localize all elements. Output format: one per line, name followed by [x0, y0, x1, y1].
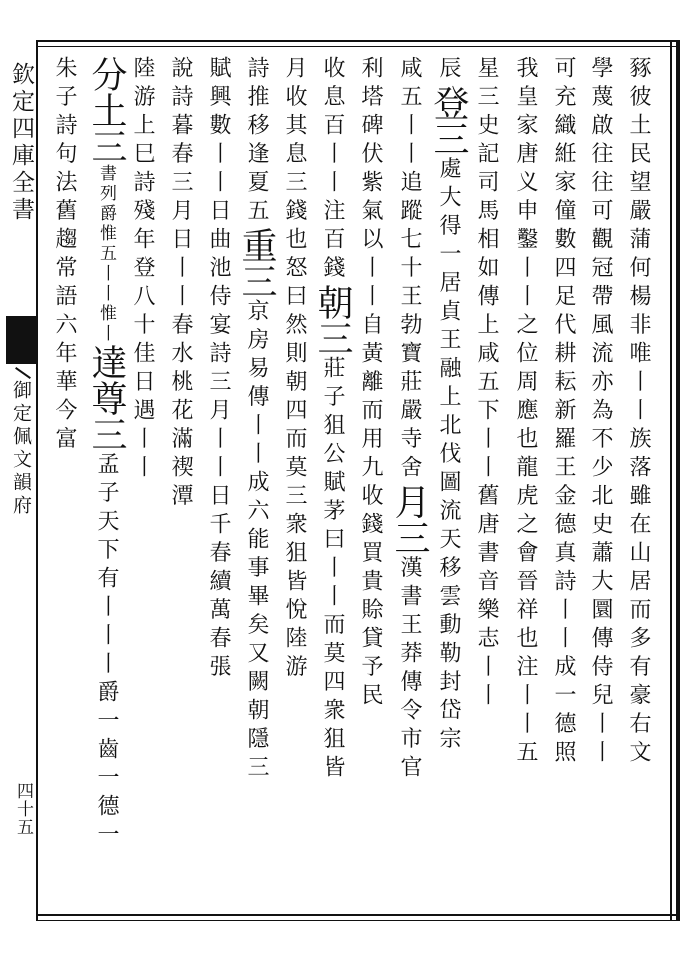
column-text: 學蔑啟往往可觀冠帶風流亦為不少北史蕭大圜傳侍兒丨丨 — [588, 56, 613, 769]
text-column-13 — [162, 56, 198, 908]
left-border — [36, 40, 38, 921]
headword: 分土三 — [86, 56, 127, 164]
column-text: 收息百丨丨注百錢 — [320, 56, 345, 284]
fishtail-mark — [6, 316, 36, 364]
text-column-6 — [428, 56, 469, 908]
text-column-12 — [200, 56, 236, 908]
text-column-7 — [389, 56, 430, 908]
text-column-9 — [312, 56, 353, 908]
column-text: 可充織絍家僮數四足代耕耘新羅王金德真詩丨丨成一德照 — [551, 56, 576, 769]
column-text: 京房易傳丨丨成六能事畢矣又闕朝隱三 — [244, 299, 269, 784]
text-column-1 — [620, 56, 656, 908]
headword: 達尊三 — [86, 344, 127, 452]
bottom-border-inner — [36, 920, 676, 921]
column-text: 利塔碑伏紫氣以丨丨自黃離而用九收錢買貴賒貸予民 — [358, 56, 383, 712]
column-text: 陸游上巳詩殘年登八十佳日遇丨丨 — [130, 56, 155, 484]
text-column-4 — [507, 56, 543, 908]
text-column-14 — [124, 56, 160, 908]
text-column-15 — [84, 56, 127, 908]
column-text: 處大得一居貞王融上北伐圖流天移雲動勒封岱宗 — [436, 156, 461, 755]
column-text: 豩彼土民望嚴蒲何楊非唯丨丨族落雖在山居而多有豪右文 — [626, 56, 651, 769]
column-text: 星三史記司馬相如傳上咸五下丨丨舊唐書音樂志丨丨 — [474, 56, 499, 712]
column-text: 朱子詩句法舊趨常語六年華今富 — [52, 56, 77, 455]
fishtail-diagonal — [15, 367, 31, 379]
column-text: 莊子狙公賦茅曰丨丨而莫四衆狙皆 — [320, 356, 345, 784]
column-text: 漢書王莽傳令市官 — [397, 555, 422, 784]
text-column-10 — [276, 56, 312, 908]
headword: 登三 — [428, 84, 469, 157]
text-column-5 — [468, 56, 504, 908]
text-column-11 — [236, 56, 277, 908]
text-column-16 — [46, 56, 82, 908]
right-border — [670, 40, 672, 921]
text-column-2 — [582, 56, 618, 908]
column-text: 我皇家唐义申鑿丨丨之位周應也龍虎之會晉祥也注丨丨五 — [513, 56, 538, 769]
volume-title: 御定佩文韻府 — [10, 380, 32, 518]
column-text: 月收其息三錢也怒曰然則朝四而莫三衆狙皆悅陸游 — [282, 56, 307, 683]
headword: 重三 — [236, 227, 277, 299]
column-text: 咸五丨丨追蹤七十王勃寶莊嚴寺舍 — [397, 56, 422, 484]
column-text: 說詩暮春三月日丨丨春水桃花滿禊潭 — [168, 56, 193, 512]
annotation-text: 書列爵惟五丨丨惟丨 — [96, 164, 116, 344]
top-border — [36, 40, 676, 42]
text-column-3 — [545, 56, 581, 908]
page-number: 四十五 — [13, 782, 33, 836]
headword: 月三 — [389, 483, 430, 556]
column-text: 孟子天下有丨丨丨爵一齒一德一 — [94, 452, 119, 851]
column-text: 詩推移逢夏五 — [244, 56, 269, 227]
book-title: 欽定四庫全書 — [8, 62, 34, 224]
top-border-inner — [36, 46, 676, 47]
bottom-border — [36, 914, 676, 916]
text-column-8 — [352, 56, 388, 908]
headword: 朝三 — [312, 284, 353, 356]
right-border-outer — [676, 40, 680, 921]
column-text: 賦興數丨丨日曲池侍宴詩三月丨丨日千春續萬春張 — [206, 56, 231, 683]
margin-strip — [6, 52, 36, 912]
column-text: 辰 — [436, 56, 461, 85]
